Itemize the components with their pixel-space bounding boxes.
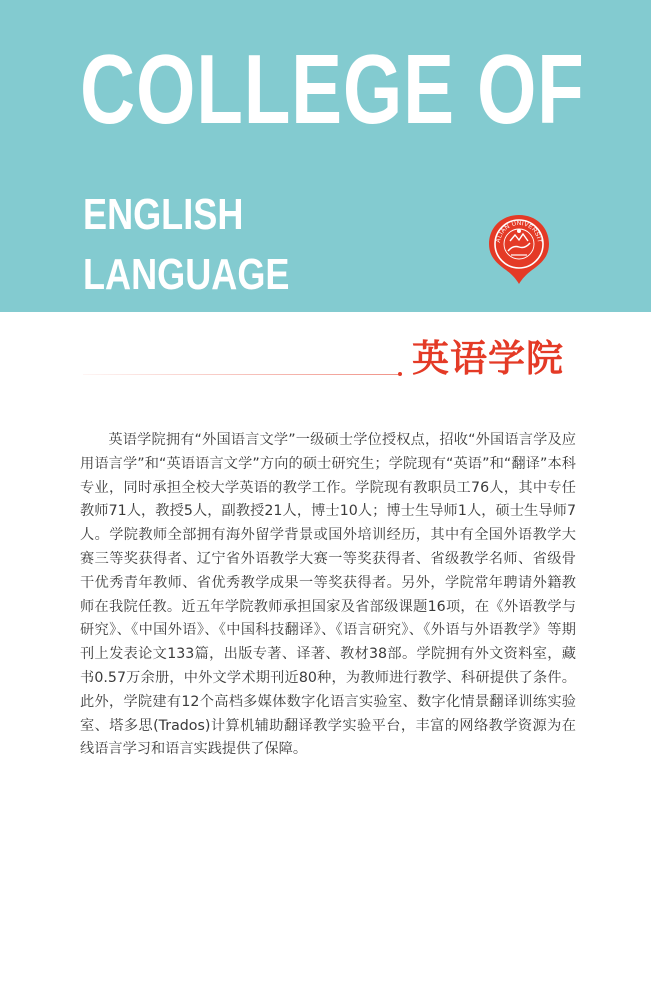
chinese-college-title: 英语学院 xyxy=(412,337,564,380)
divider-line xyxy=(83,374,398,375)
college-subtitle-language: LANGUAGE xyxy=(83,250,290,299)
college-title: COLLEGE OF xyxy=(80,34,585,144)
header-banner xyxy=(0,0,651,312)
logo-text: ALIAN UNIVERSIT xyxy=(494,219,544,244)
college-description: 英语学院拥有“外国语言文学”一级硕士学位授权点，招收“外国语言学及应用语言学”和“英语语言文学”方向的硕士研究生；学院现有“英语”和“翻译”本科专业，同时承担全校大学英语的教学工作。学院现有教职员工76人，其中专任教师71人，教授5人，副教授21人，博士10人；博士生导师1人，硕士生导师7人。学院教师全部拥有海外留学背景或国外培训经历，其中有全国外语教学大赛三等奖获得者、辽宁省外语教学大赛一等奖获得者、省级教学名师、省级骨干优秀青年教师、省优秀教学成果一等奖获得者。另外，学院常年聘请外籍教师在我院任教。近五年学院教师承担国家及省部级课题16项，在《外语教学与研究》、《中国外语》、《中国科技翻译》、《语言研究》、《外语与外语教学》等期刊上发表论文133篇，出版专著、译著、教材38部。学院拥有外文资料室，藏书0.57万余册，中外文学术期刊近80种，为教师进行教学、科研提供了条件。此外，学院建有12个高档多媒体数字化语言实验室、数字化情景翻译训练实验室、塔多思(Trados)计算机辅助翻译教学实验平台，丰富的网络教学资源为在线语言学习和语言实践提供了保障。 xyxy=(80,432,576,758)
college-subtitle-english: ENGLISH xyxy=(83,190,244,239)
university-logo-pin-icon xyxy=(486,211,552,285)
divider-dot xyxy=(398,372,402,376)
